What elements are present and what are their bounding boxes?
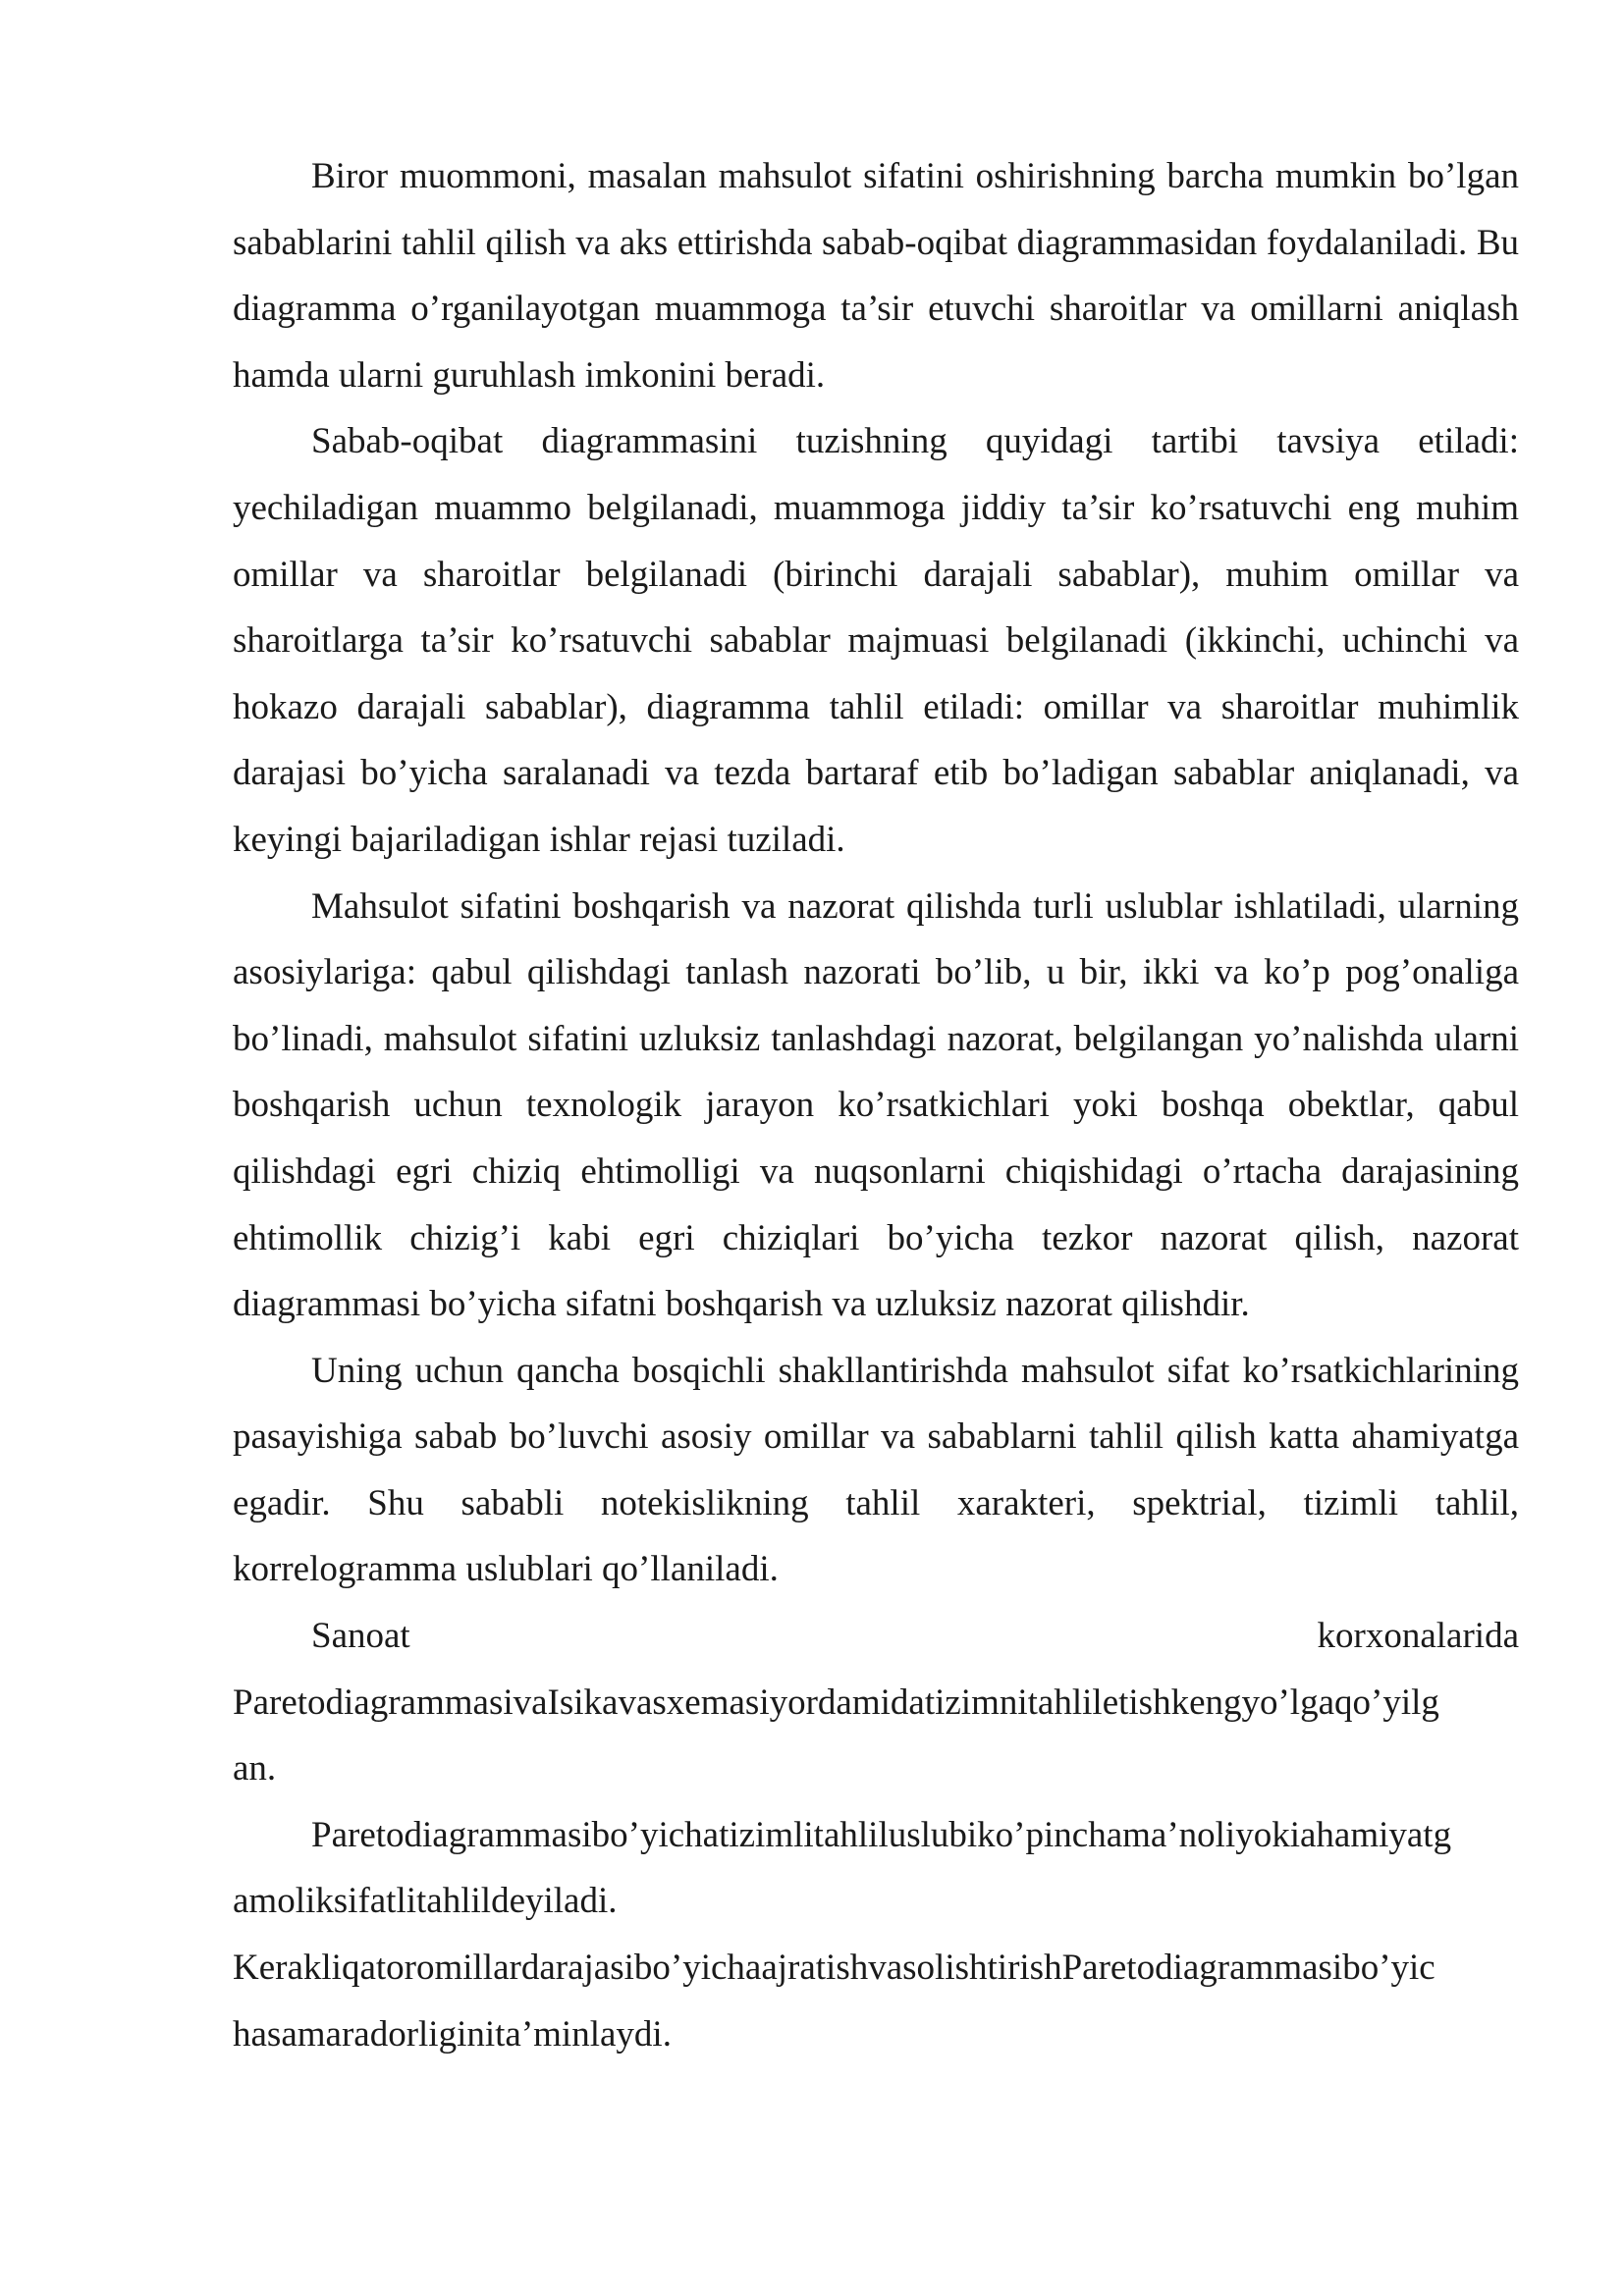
pareto-line3: Kerakliqatoromillardarajasibo’yichaajratishvasolishtirishParetodiagrammasibo’yic (233, 1948, 1435, 1989)
document-page (233, 143, 1519, 2067)
pareto-line2: amoliksifatlitahlildeyiladi. (233, 1881, 618, 1922)
pareto-line4: hasamaradorliginita’minlaydi. (233, 2013, 672, 2055)
paragraph-cause-effect-intro: Biror muommoni, masalan mahsulot sifatini oshirishning barcha mumkin bo’lgan sabablarini tahlil qilish va aks ettirishda sabab-oqibat diagrammasidan foydalaniladi. Bu diagramma o’rganilayotgan muammoga ta’sir etuvchi sharoitlar va omillarni aniqlash hamda ularni guruhlash imkonini beradi. (233, 156, 1519, 396)
paragraph-factor-analysis: Uning uchun qancha bosqichli shakllantirishda mahsulot sifat ko’rsatkichlarining pasayishiga sabab bo’luvchi asosiy omillar va sabablarni tahlil qilish katta ahamiyatga egadir. Shu sababli notekislikning tahlil xarakteri, spektrial, tizimli tahlil, korrelogramma uslublari qo’llaniladi. (233, 1350, 1519, 1590)
paragraph-sanoat-line1 (233, 1603, 1519, 1670)
korxonalarida-word: korxonalarida (1317, 1616, 1519, 1657)
sanoat-word: Sanoat (311, 1616, 410, 1657)
paragraph-diagram-procedure: Sabab-oqibat diagrammasini tuzishning quyidagi tartibi tavsiya etiladi: yechiladigan muammo belgilanadi, muammoga jiddiy ta’sir ko’rsatuvchi eng muhim omillar va sharoitlar belgilanadi (birinchi darajali sabablar), muhim omillar va sharoitlarga ta’sir ko’rsatuvchi sabablar majmuasi belgilanadi (ikkinchi, uchinchi va hokazo darajali sabablar), diagramma tahlil etiladi: omillar va sharoitlar muhimlik darajasi bo’yicha saralanadi va tezda bartaraf etib bo’ladigan sabablar aniqlanadi, va keyingi bajariladigan ishlar rejasi tuziladi. (233, 421, 1519, 860)
paragraph-sanoat-continuation (233, 1670, 1519, 1802)
pareto-line1: Paretodiagrammasibo’yichatizimlitahliluslubiko’pinchama’noliyokiahamiyatg (311, 1814, 1452, 1855)
paragraph-pareto-continuation (233, 1868, 1519, 2067)
paragraph-pareto (233, 1802, 1519, 1869)
sanoat-run-line1: ParetodiagrammasivaIsikavasxemasiyordamidatizimnitahliletishkengyo’lgaqo’yilg (233, 1682, 1439, 1723)
sanoat-run-line2: an. (233, 1748, 277, 1789)
paragraph-quality-control-methods: Mahsulot sifatini boshqarish va nazorat qilishda turli uslublar ishlatiladi, ularning asosiylariga: qabul qilishdagi tanlash nazorati bo’lib, u bir, ikki va ko’p pog’onaliga bo’linadi, mahsulot sifatini uzluksiz tanlashdagi nazorat, belgilangan yo’nalishda ularni boshqarish uchun texnologik jarayon ko’rsatkichlari yoki boshqa obektlar, qabul qilishdagi egri chiziq ehtimolligi va nuqsonlarni chiqishidagi o’rtacha darajasining ehtimollik chizig’i kabi egri chiziqlari bo’yicha tezkor nazorat qilish, nazorat diagrammasi bo’yicha sifatni boshqarish va uzluksiz nazorat qilishdir. (233, 885, 1519, 1325)
